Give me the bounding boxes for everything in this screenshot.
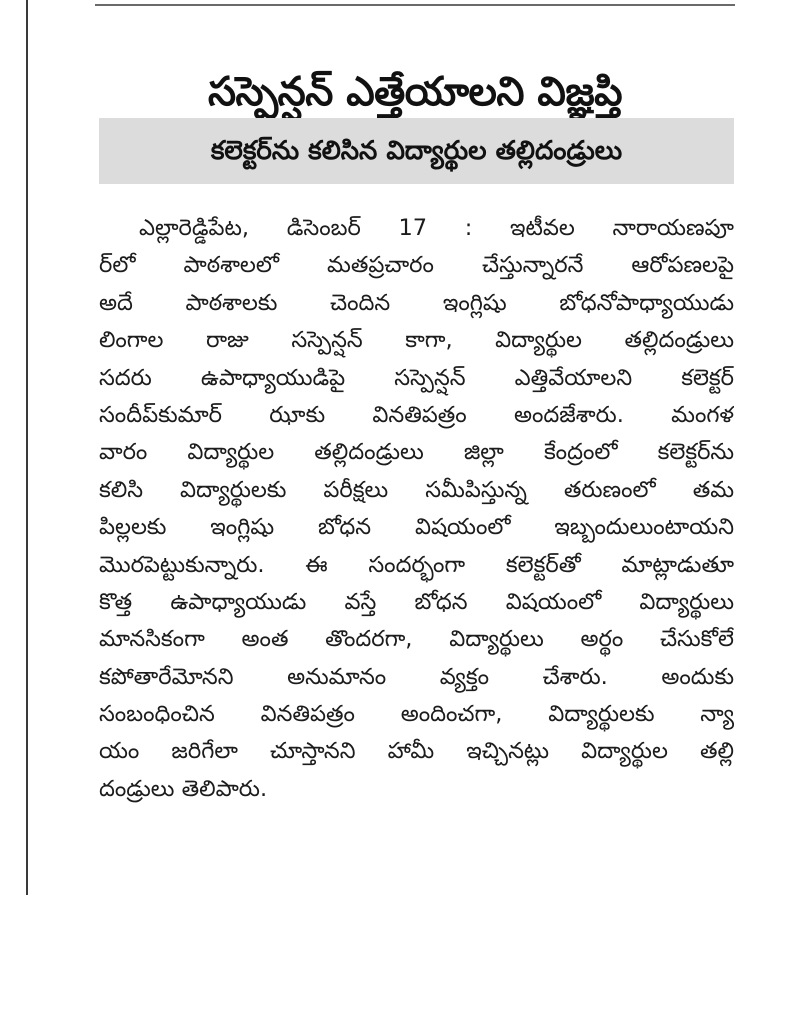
body-line: ఎల్లారెడ్డిపేట, డిసెంబర్‌ 17 : ఇటీవల నారాయణపూ (139, 215, 734, 241)
subheadline: కలెక్టర్‌ను కలిసిన విద్యార్థుల తల్లిదండ్రులు (210, 136, 623, 166)
body-line: అదే పాఠశాలకు చెందిన ఇంగ్లిషు బోధనోపాధ్యాయుడు (99, 289, 734, 316)
body-line: మానసికంగా అంత తొందరగా, విద్యార్థులు అర్థం చేసుకోలే (99, 626, 734, 653)
headline: సస్పెన్షన్‌ ఎత్తేయాలని విజ్ఞప్తి (207, 68, 623, 115)
body-line: యం జరిగేలా చూస్తానని హామీ ఇచ్చినట్లు విద్యార్థుల తల్లి (99, 738, 734, 765)
body-line: కలిసి విద్యార్థులకు పరీక్షలు సమీపిస్తున్న తరుణంలో తమ (99, 476, 734, 503)
article-body (99, 210, 734, 808)
body-line: కొత్త ఉపాధ్యాయుడు వస్తే బోధన విషయంలో విద్యార్థులు (99, 588, 734, 615)
body-line: దండ్రులు తెలిపారు. (99, 775, 268, 802)
body-line: సంబంధించిన వినతిపత్రం అందించగా, విద్యార్థులకు న్యా (99, 701, 734, 728)
top-divider (95, 4, 735, 6)
body-line: లింగాల రాజు సస్పెన్షన్‌ కాగా, విద్యార్థుల తల్లిదండ్రులు (99, 327, 734, 354)
body-line: కపోతారేమోనని అనుమానం వ్యక్తం చేశారు. అందుకు (99, 663, 734, 690)
body-line: పిల్లలకు ఇంగ్లిషు బోధన విషయంలో ఇబ్బందులుంటాయని (99, 514, 734, 541)
subheadline-box (99, 118, 734, 184)
body-line: సందీప్‌కుమార్‌ ఝాకు వినతిపత్రం అందజేశారు. మంగళ (99, 401, 734, 428)
body-line: వారం విద్యార్థుల తల్లిదండ్రులు జిల్లా కేంద్రంలో కలెక్టర్‌ను (99, 439, 734, 466)
body-line: సదరు ఉపాధ్యాయుడిపై సస్పెన్షన్‌ ఎత్తివేయాలని కలెక్టర్‌ (99, 364, 734, 391)
column-divider (26, 0, 28, 895)
body-line: ర్‌లో పాఠశాలలో మతప్రచారం చేస్తున్నారనే ఆరోపణలపై (99, 252, 734, 279)
body-line: మొరపెట్టుకున్నారు. ఈ సందర్భంగా కలెక్టర్‌తో మాట్లాడుతూ (99, 551, 734, 578)
